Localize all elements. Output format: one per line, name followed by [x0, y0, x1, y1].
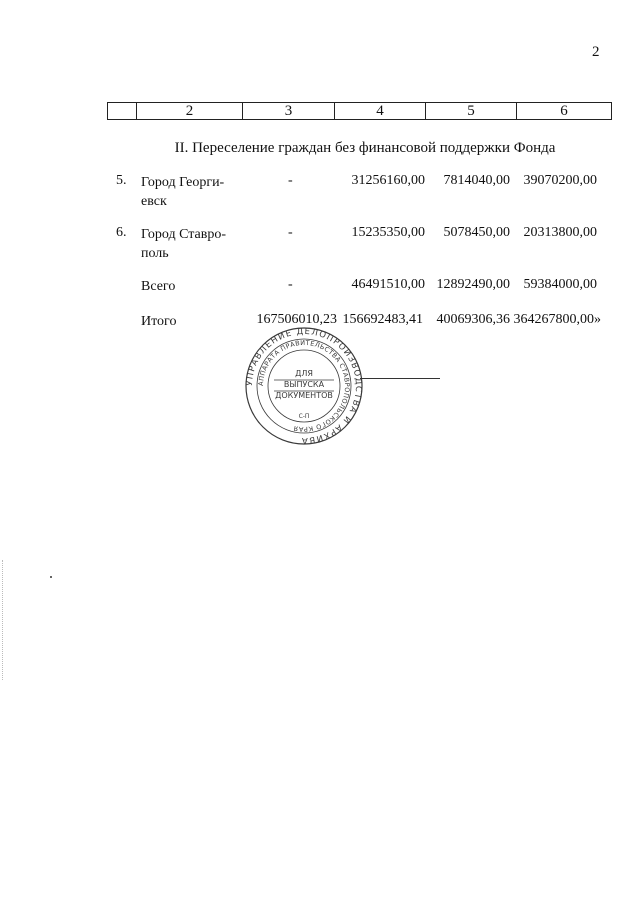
stamp-inner-text: АППАРАТА ПРАВИТЕЛЬСТВА СТАВРОПОЛЬСКОГО КРАЯ — [256, 338, 352, 434]
row-col-6: 39070200,00 — [523, 173, 597, 188]
section-title: II. Переселение граждан без финансовой поддержки Фонда — [174, 140, 556, 156]
column-number-header — [107, 102, 612, 120]
header-cell-5: 5 — [426, 103, 517, 120]
header-cell-4: 4 — [335, 103, 426, 120]
row-name: Всего — [141, 279, 176, 294]
row-col-5: 7814040,00 — [443, 173, 510, 188]
row-col-3: - — [288, 173, 293, 188]
row-col-5: 12892490,00 — [436, 277, 510, 292]
row-col-6: 59384000,00 — [523, 277, 597, 292]
row-col-3: - — [288, 277, 293, 292]
row-col-5: 5078450,00 — [443, 225, 510, 240]
row-col-4: 46491510,00 — [351, 277, 425, 292]
header-cell-1 — [108, 103, 137, 120]
row-name: Итого — [141, 314, 177, 329]
scan-speck — [50, 576, 52, 578]
stamp-center-line-3: ДОКУМЕНТОВ — [275, 391, 333, 400]
row-col-3: 167506010,23 — [256, 312, 337, 327]
header-cell-3: 3 — [243, 103, 335, 120]
stamp-outer-text: УПРАВЛЕНИЕ ДЕЛОПРОИЗВОДСТВА И АРХИВА — [244, 326, 364, 446]
table-row — [0, 173, 640, 213]
row-col-6: 364267800,00» — [513, 312, 601, 327]
table-row-total — [0, 277, 640, 317]
row-name: Город Ставро- поль — [141, 227, 227, 261]
row-col-5: 40069306,36 — [436, 312, 510, 327]
stamp-bottom-code: С-П — [298, 413, 310, 420]
row-name: Город Георги- евск — [141, 175, 225, 209]
page-number: 2 — [592, 44, 600, 60]
row-col-4: 31256160,00 — [351, 173, 425, 188]
row-col-6: 20313800,00 — [523, 225, 597, 240]
row-col-4: 156692483,41 — [342, 312, 423, 327]
table-row — [0, 225, 640, 265]
stamp-center-line-2: ВЫПУСКА — [283, 380, 325, 389]
signature-line — [360, 378, 440, 379]
scan-margin-dots — [2, 560, 6, 680]
row-col-4: 15235350,00 — [351, 225, 425, 240]
header-cell-6: 6 — [517, 103, 612, 120]
official-stamp-seal — [244, 326, 364, 446]
row-number: 6. — [116, 225, 127, 240]
row-number: 5. — [116, 173, 127, 188]
stamp-center-line-1: ДЛЯ — [295, 369, 313, 378]
row-col-3: - — [288, 225, 293, 240]
header-cell-2: 2 — [137, 103, 243, 120]
